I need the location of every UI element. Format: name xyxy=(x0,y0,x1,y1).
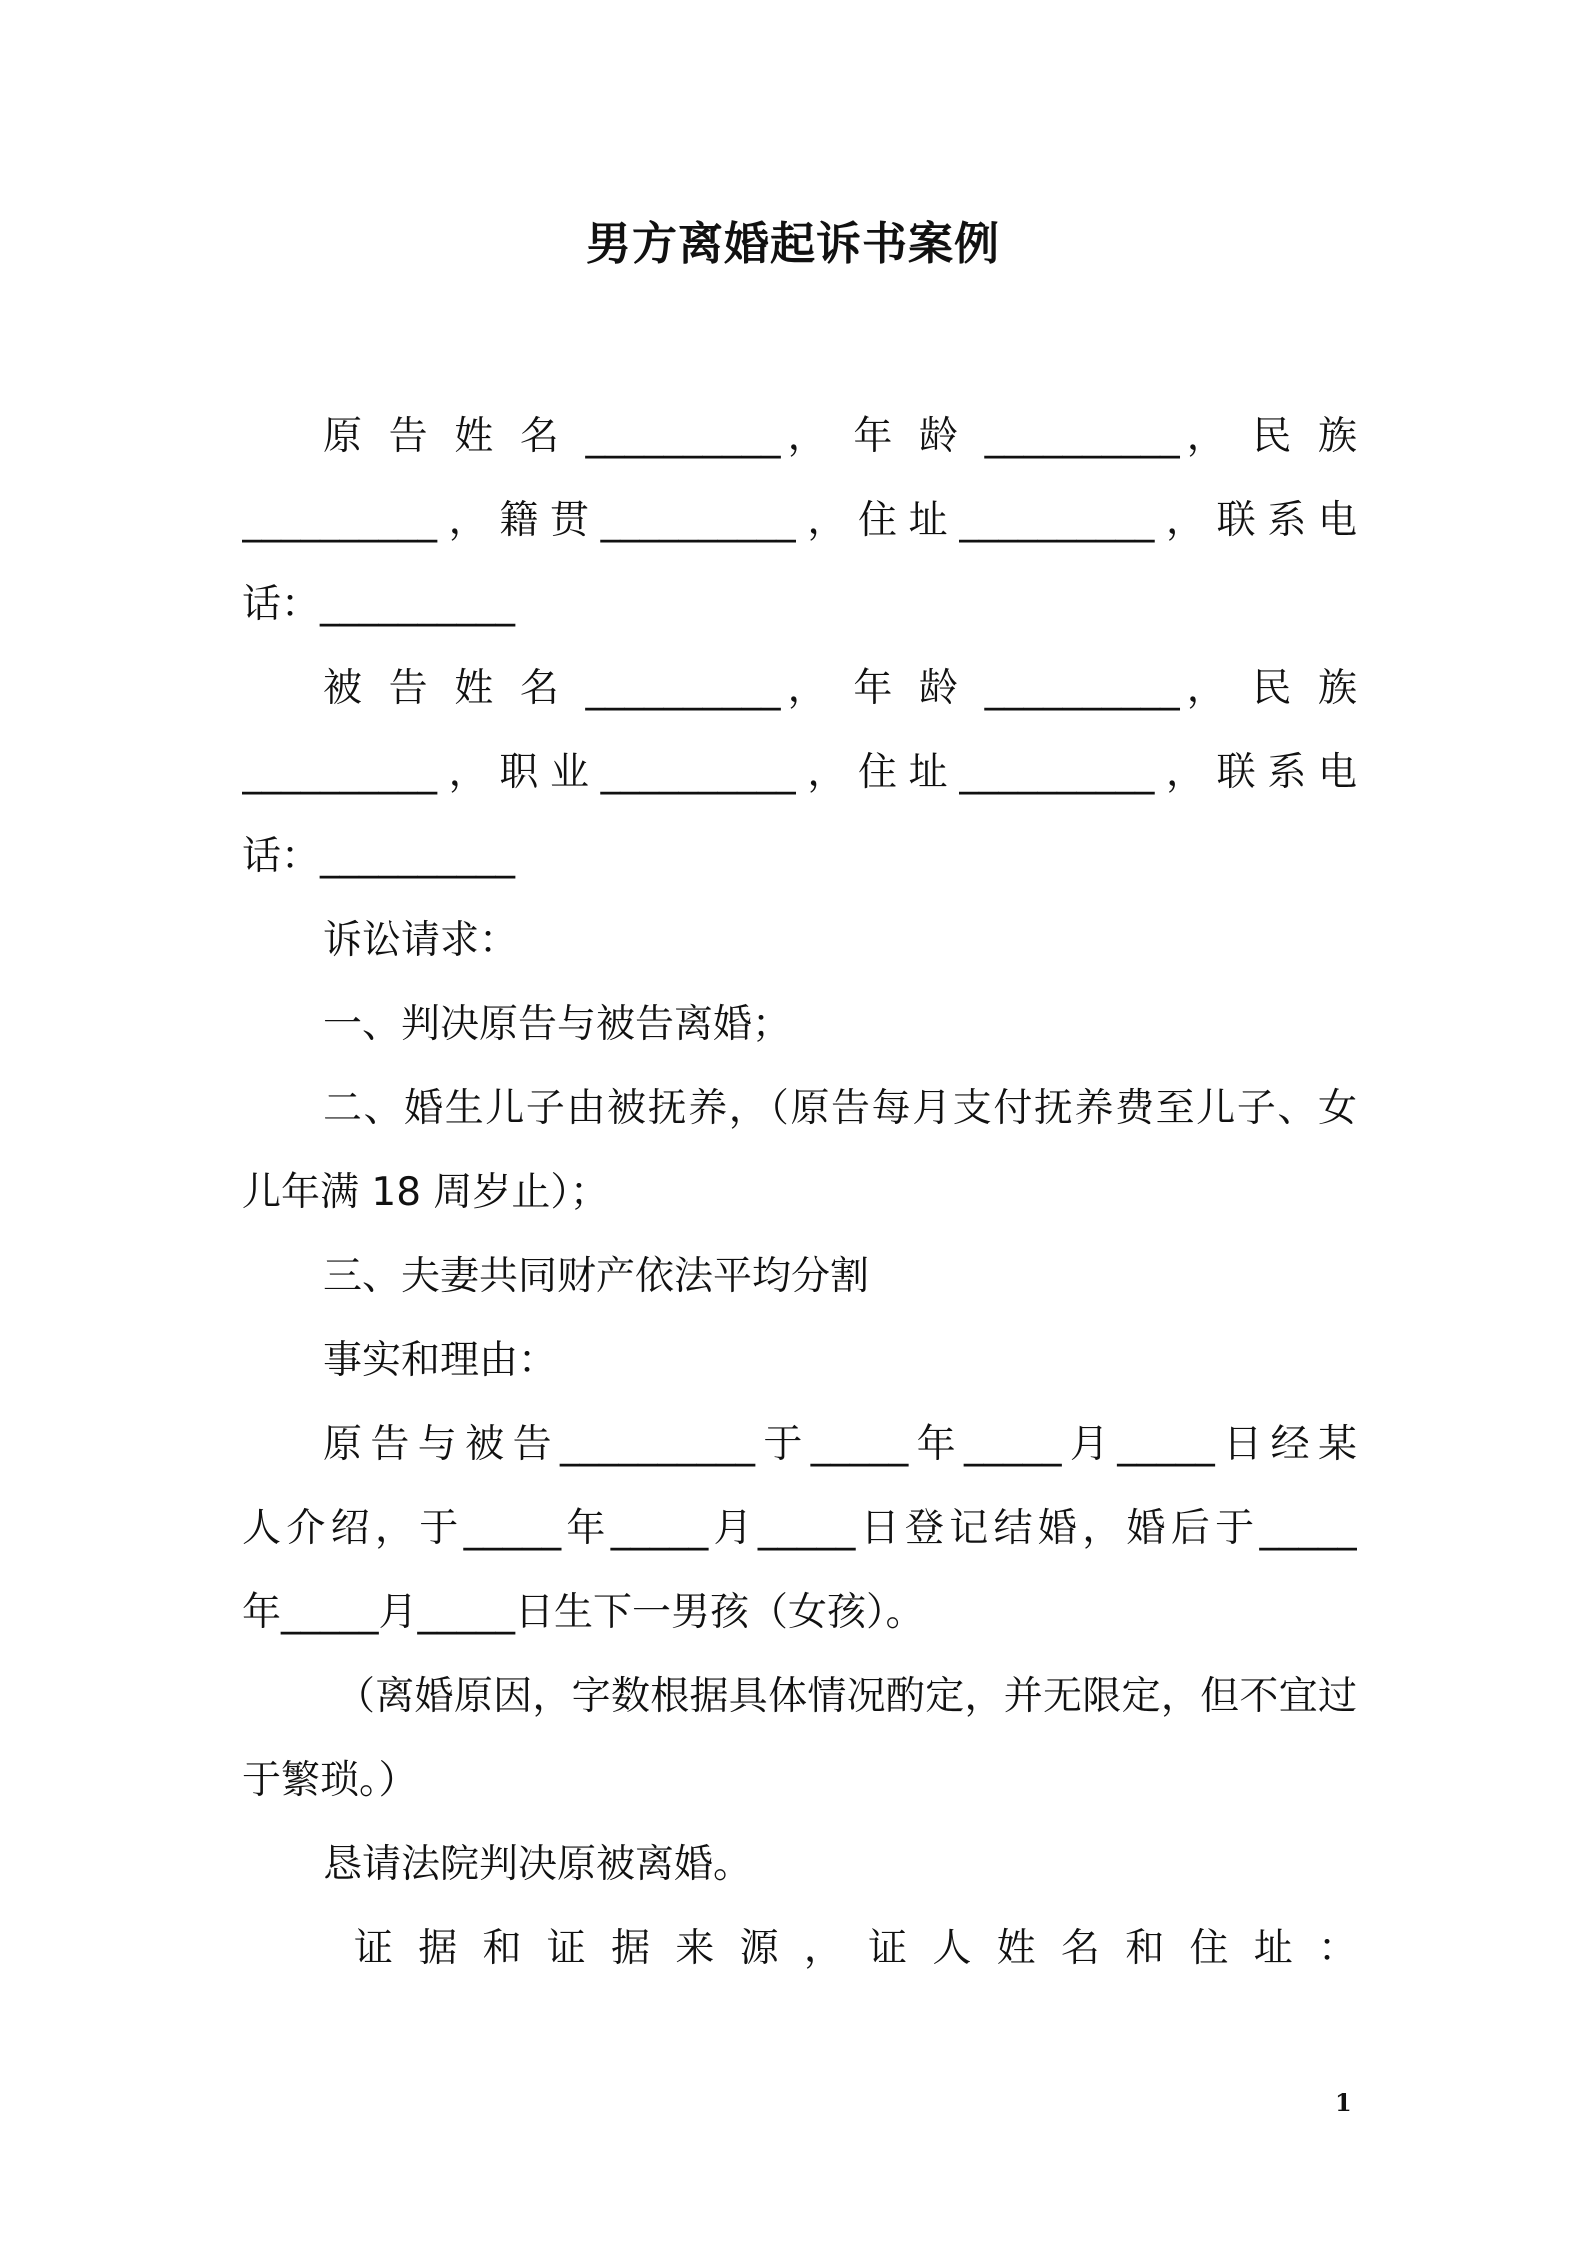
facts-line-2: 人介绍，于_____年_____月_____日登记结婚，婚后于_____ xyxy=(242,1506,1357,1551)
defendant-info-line-1: 被 告 姓 名 __________， 年 龄 __________， 民 族 xyxy=(323,666,1357,711)
facts-line-1: 原告与被告__________于_____年_____月_____日经某 xyxy=(323,1422,1357,1467)
facts-heading: 事实和理由： xyxy=(323,1338,558,1383)
claim-item-3: 三、夫妻共同财产依法平均分割 xyxy=(323,1254,870,1299)
claims-heading: 诉讼请求： xyxy=(323,918,519,963)
facts-line-3: 年_____月_____日生下一男孩（女孩）。 xyxy=(242,1590,925,1635)
evidence-line: 证 据 和 证 据 来 源 ， 证 人 姓 名 和 住 址 ： xyxy=(354,1926,1357,1971)
document-title: 男方离婚起诉书案例 xyxy=(585,217,1000,270)
defendant-info-line-3: 话：__________ xyxy=(242,834,516,879)
request-line: 恳请法院判决原被离婚。 xyxy=(323,1842,753,1887)
divorce-reason-line-1: （离婚原因，字数根据具体情况酌定，并无限定，但不宜过 xyxy=(336,1674,1357,1719)
claim-item-2-line-1: 二、婚生儿子由被抚养，（原告每月支付抚养费至儿子、女 xyxy=(323,1086,1357,1131)
divorce-reason-line-2: 于繁琐。） xyxy=(242,1758,418,1803)
plaintiff-info-line-2: __________，籍贯__________，住址__________，联系电 xyxy=(242,498,1357,543)
claim-item-2-line-2: 儿年满 18 周岁止）； xyxy=(242,1170,609,1215)
plaintiff-info-line-1: 原 告 姓 名 __________， 年 龄 __________， 民 族 xyxy=(323,414,1357,459)
defendant-info-line-2: __________，职业__________，住址__________，联系电 xyxy=(242,750,1357,795)
claim-item-1: 一、判决原告与被告离婚； xyxy=(323,1002,792,1047)
plaintiff-info-line-3: 话：__________ xyxy=(242,582,516,627)
page-number: 1 xyxy=(1335,2088,1352,2117)
